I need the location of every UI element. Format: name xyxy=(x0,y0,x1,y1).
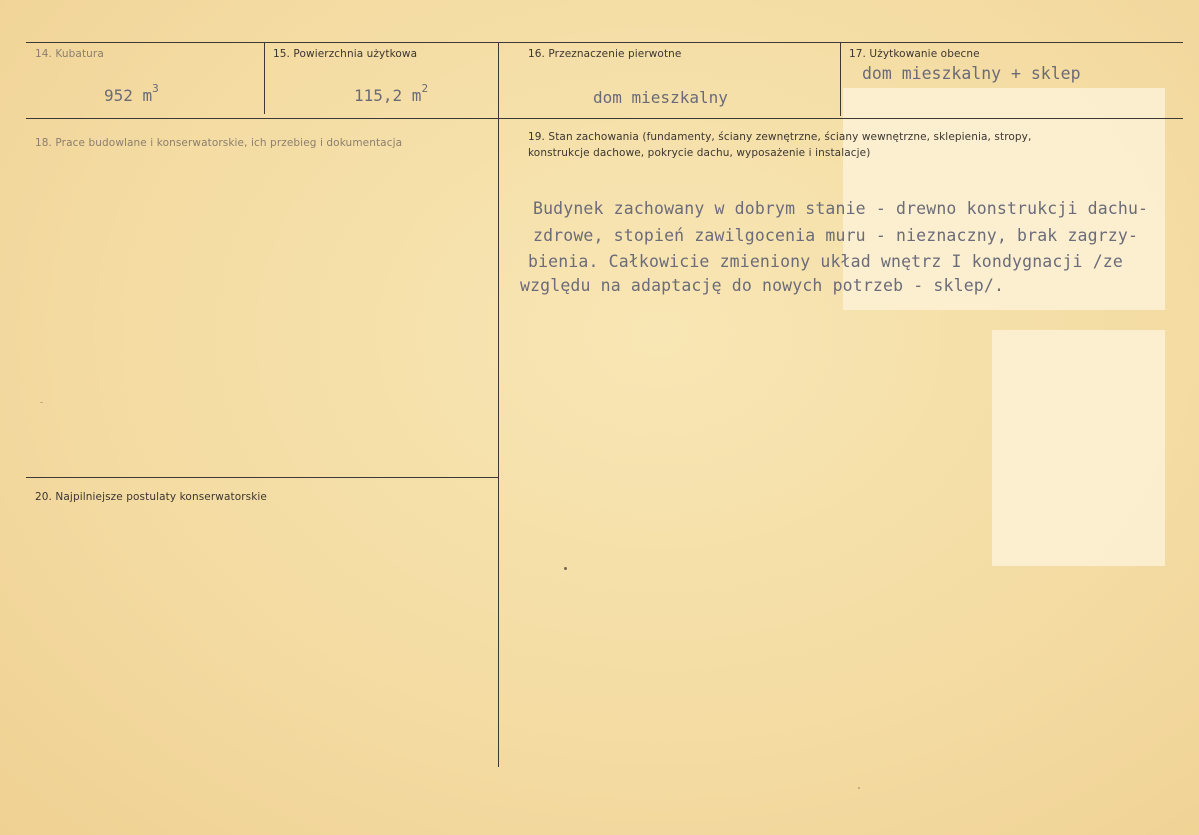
paper-speck xyxy=(40,402,43,403)
field-17-label: 17. Użytkowanie obecne xyxy=(849,48,980,60)
field-14-value xyxy=(104,82,159,105)
field-18-label: 18. Prace budowlane i konserwatorskie, ich przebieg i dokumentacja xyxy=(35,137,403,149)
row-divider xyxy=(26,118,1183,119)
area-value: 115,2 m xyxy=(354,86,422,105)
condition-text-line-1: Budynek zachowany w dobrym stanie - drewno konstrukcji dachu- xyxy=(533,199,1149,218)
field-15-label: 15. Powierzchnia użytkowa xyxy=(273,48,418,60)
paper-speck xyxy=(564,567,567,570)
top-rule xyxy=(26,42,1183,43)
column-divider-14-15 xyxy=(264,42,265,114)
area-exponent: 2 xyxy=(421,82,429,95)
field-16-value: dom mieszkalny xyxy=(593,88,728,107)
field-16-label: 16. Przeznaczenie pierwotne xyxy=(528,48,682,60)
field-19-label-line1: 19. Stan zachowania (fundamenty, ściany zewnętrzne, ściany wewnętrzne, sklepienia, stropy, xyxy=(528,131,1032,143)
column-divider-16-17 xyxy=(840,42,841,116)
condition-text-line-3: bienia. Całkowicie zmieniony układ wnętrz I kondygnacji /ze xyxy=(528,252,1123,271)
condition-text-line-4: względu na adaptację do nowych potrzeb - sklep/. xyxy=(520,276,1005,295)
field-17-value: dom mieszkalny + sklep xyxy=(862,64,1081,83)
volume-value: 952 m xyxy=(104,86,153,105)
field-19-label-line2: konstrukcje dachowe, pokrycie dachu, wyposażenie i instalacje) xyxy=(528,147,871,159)
field-20-label: 20. Najpilniejsze postulaty konserwatorskie xyxy=(35,491,267,503)
field-14-label: 14. Kubatura xyxy=(35,48,104,60)
left-column-divider xyxy=(26,477,498,478)
field-15-value xyxy=(354,82,429,105)
paper-patch-middle xyxy=(992,330,1165,566)
column-divider-main xyxy=(498,42,499,767)
paper-speck xyxy=(858,787,860,789)
volume-exponent: 3 xyxy=(152,82,159,95)
condition-text-line-2: zdrowe, stopień zawilgocenia muru - nieznaczny, brak zagrzy- xyxy=(533,226,1139,245)
